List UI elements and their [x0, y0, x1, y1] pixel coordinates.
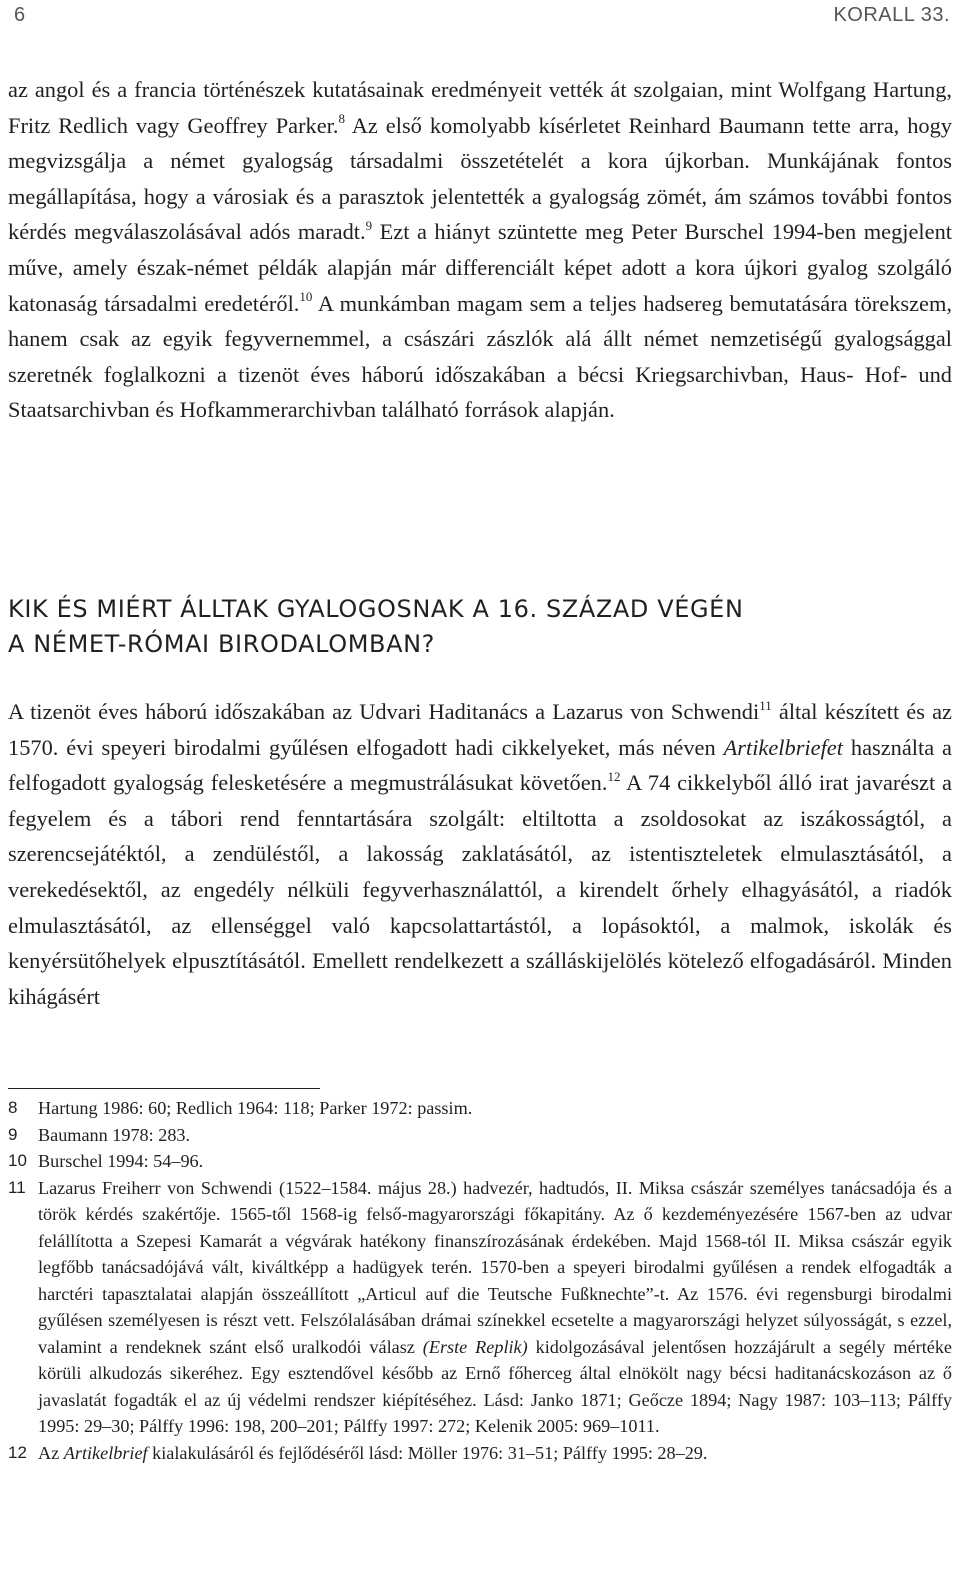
body-paragraph-1	[8, 72, 952, 428]
footnote-text: Burschel 1994: 54–96.	[38, 1151, 204, 1171]
footnote-text-part: Az	[38, 1442, 64, 1463]
paragraph-text: Ezt a hiányt szüntette meg Peter Burschel 1994-ben megjelent műve, amely észak-német példák alapján már differenciált képet adott a kora újkori gyalog szolgáló katonaság társadalmi eredetéről.	[8, 219, 953, 316]
italic-term: (Erste Replik)	[422, 1336, 528, 1357]
footnote-text	[38, 1175, 952, 1440]
paragraph-text: használta a felfogadott gyalogság felesketésére a megmustrálásukat követően.	[8, 734, 952, 796]
footnote-12	[8, 1440, 952, 1467]
footnote-number: 11	[8, 1177, 26, 1197]
page-number: 6	[14, 4, 26, 26]
footnote-text: Hartung 1986: 60; Redlich 1964: 118; Parker 1972: passim.	[38, 1098, 473, 1118]
footnote-11	[8, 1175, 952, 1440]
italic-term: Artikelbriefet	[723, 734, 843, 760]
footnote-number: 10	[8, 1151, 27, 1170]
footnotes	[8, 1095, 952, 1466]
body-paragraph-2	[8, 694, 952, 1014]
journal-title: KORALL 33.	[833, 4, 950, 26]
footnote-text-part: kialakulásáról és fejlődéséről lásd: Möller 1976: 31–51; Pálffy 1995: 28–29.	[147, 1442, 708, 1463]
footnote-text-part: Lazarus Freiherr von Schwendi (1522–1584. május 28.) hadvezér, hadtudós, II. Miksa császár személyes tanácsadója és a török kérdés szakértője. 1565-től 1568-ig felső-magyarországi főkapitány. Az ő kezdeményezésére 1567-ben az udvar felállította a Szepesi Kamarát a végvárak hatékony finanszírozásának érdekében. Majd 1568-tól II. Miksa császár egyik legfőbb tanácsadójává vált, kiváltképp a hadügyek terén. 1570-ben a speyeri birodalmi gyűlésen a rendek elfogadták a harctéri tapasztalatai alapján összeállított „Articul auf die Teutsche Fußknechte”-t. Az 1576. évi regensburgi birodalmi gyűlésen személyesen is részt vett. Felszólalásában drámai színekkel ecsetelte a magyarországi helyzet súlyosságát, s ezzel, valamint a rendeknek szánt első uralkodói válasz	[38, 1177, 952, 1357]
footnote-ref-9[interactable]: 9	[365, 217, 373, 233]
footnote-ref-11[interactable]: 11	[759, 697, 772, 713]
footnote-8	[8, 1095, 952, 1122]
section-heading-line-1: KIK ÉS MIÉRT ÁLLTAK GYALOGOSNAK A 16. SZÁZAD VÉGÉN	[8, 595, 744, 623]
footnote-number: 9	[8, 1124, 18, 1144]
footnote-text-part: kidolgozásával jelentősen hozzájárult a segély mértéke körüli alkudozás sikeréhez. Egy esztendővel később az Ernő főherceg által elnökölt nagy bécsi haditanácskozáson az ő javaslatát fogadták el az új védelmi rendszer kiépítéséhez. Lásd: Janko 1871; Geőcze 1894; Nagy 1987: 103–113; Pálffy 1995: 29–30; Pálffy 1996: 198, 200–201; Pálffy 1997: 272; Kelenik 2005: 969–1011.	[38, 1336, 952, 1436]
paragraph-text: által készített és az 1570. évi speyeri birodalmi gyűlésen elfogadott hadi cikkelyeket, más néven	[8, 699, 952, 760]
section-heading	[8, 592, 952, 662]
paragraph-text: az angol és a francia történészek kutatásainak eredményeit vették át szolgaian, mint Wolfgang Hartung, Fritz Redlich vagy Geoffrey Parker.	[8, 77, 952, 138]
footnote-ref-10[interactable]: 10	[299, 289, 313, 305]
footnote-9	[8, 1122, 952, 1149]
footnote-ref-8[interactable]: 8	[338, 111, 345, 127]
italic-term: Artikelbrief	[63, 1442, 148, 1463]
footnote-divider	[8, 1088, 320, 1089]
footnote-ref-12[interactable]: 12	[607, 768, 621, 784]
footnote-text: Baumann 1978: 283.	[38, 1124, 191, 1145]
footnote-text	[38, 1440, 952, 1467]
footnote-number: 8	[8, 1098, 18, 1117]
footnote-number: 12	[8, 1442, 27, 1462]
page-header	[14, 4, 950, 30]
paragraph-text: Az első komolyabb kísérletet Reinhard Baumann tette arra, hogy megvizsgálja a német gyalogság társadalmi összetételét a kora újkorban. Munkájának fontos megállapítása, hogy a városiak és a parasztok jelentették a gyalogság zömét, ám számos további fontos kérdés megválaszolásával adós maradt.	[8, 112, 952, 245]
paragraph-text: A munkámban magam sem a teljes hadsereg bemutatására törekszem, hanem csak az egyik fegyvernemmel, a császári zászlók alá állt német nemzetiségű gyalogsággal szeretnék foglalkozni a tizenöt éves háború időszakában a bécsi Kriegsarchivban, Haus- Hof- und Staatsarchivban és Hofkammerarchivban található források alapján.	[8, 290, 952, 423]
section-heading-line-2: A NÉMET-RÓMAI BIRODALOMBAN?	[8, 630, 436, 658]
footnote-10	[8, 1148, 952, 1175]
paragraph-text: A tizenöt éves háború időszakában az Udvari Haditanács a Lazarus von Schwendi	[8, 699, 760, 724]
paragraph-text: A 74 cikkelyből álló irat javarészt a fegyelem és a tábori rend fenntartására szolgált: eltiltotta a zsoldosokat az iszákosságtól, a szerencsejátéktól, a zendüléstől, a lakosság zaklatásától, az istentiszteletek elmulasztásától, a verekedésektől, az engedély nélküli fegyverhasználattól, a kirendelt őrhely elhagyásától, a riadók elmulasztásától, az ellenséggel való kapcsolattartástól, a lopásoktól, a malmok, iskolák és kenyérsütőhelyek elpusztításától. Emellett rendelkezett a szálláskijelölés kötelező elfogadásáról. Minden kihágásért	[8, 770, 952, 1009]
